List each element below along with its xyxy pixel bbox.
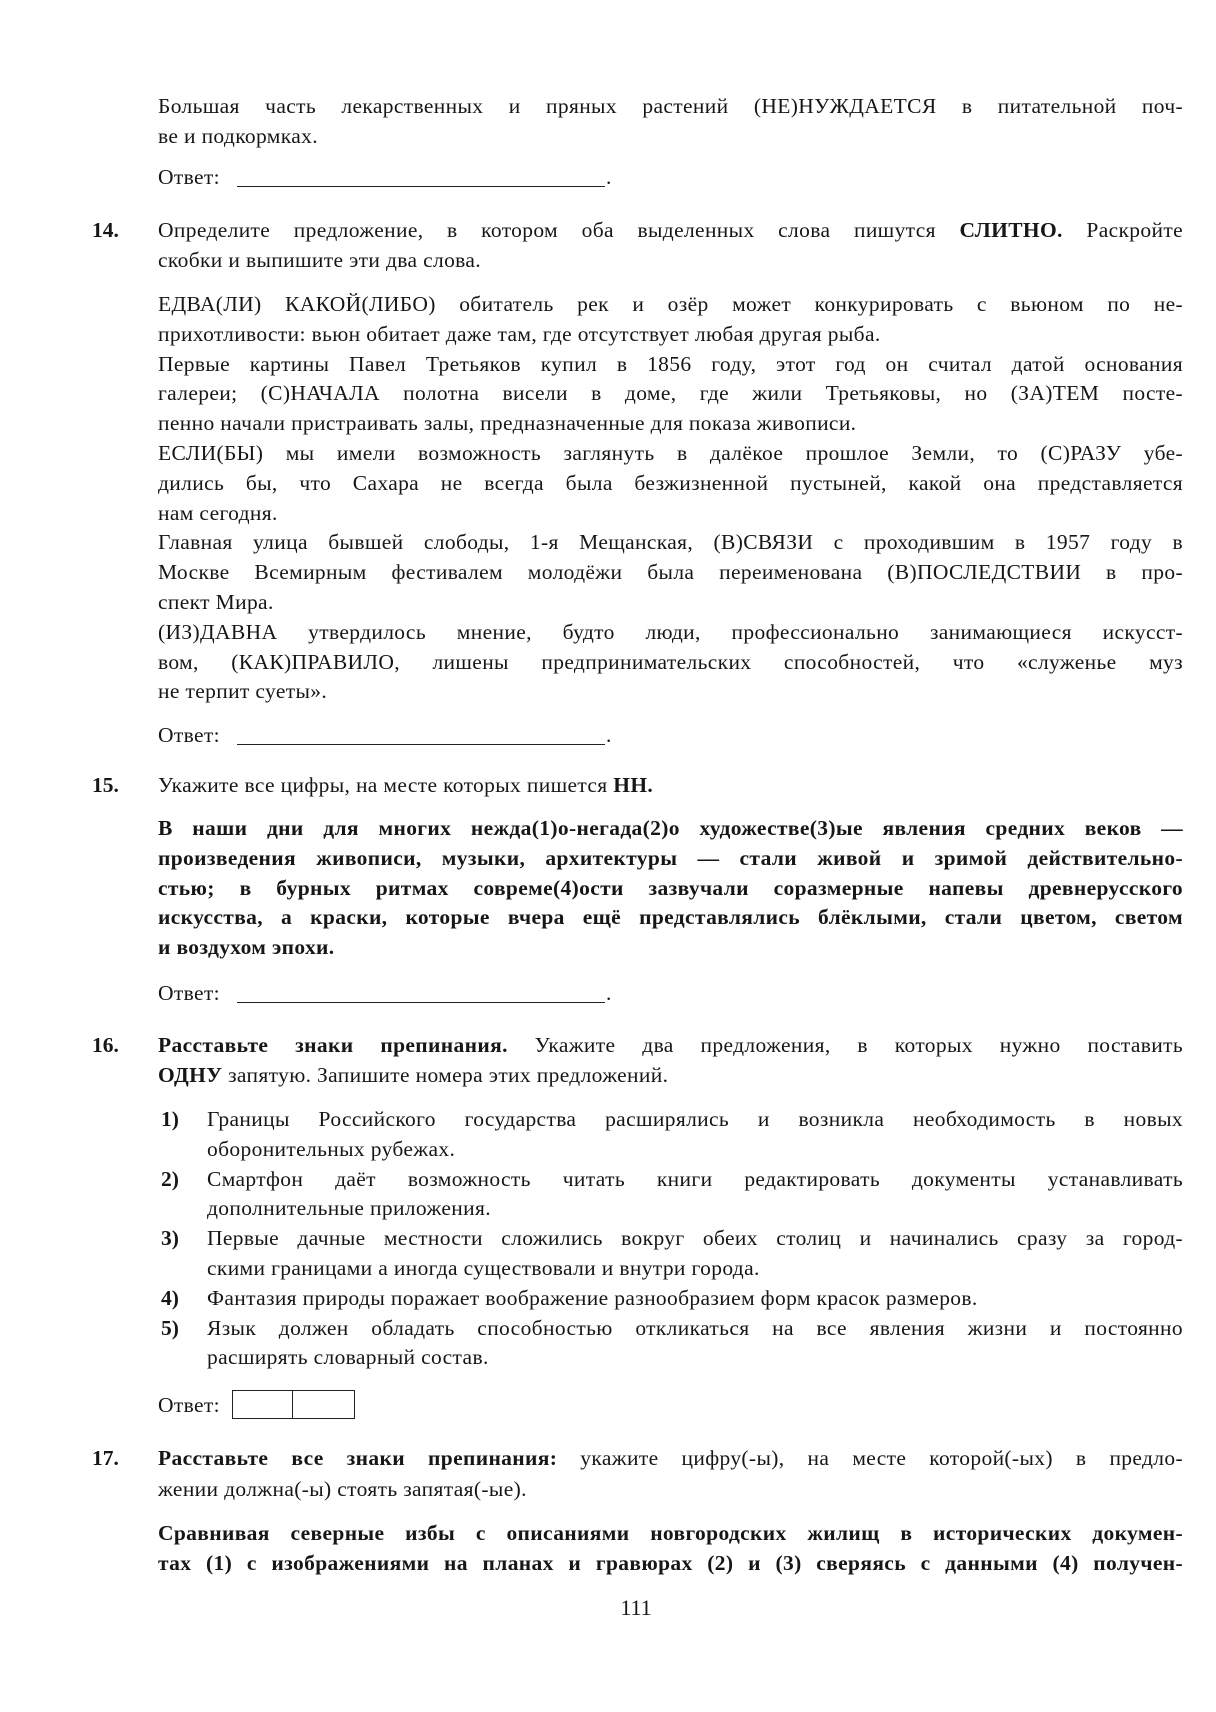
text-segment: Первые картины Павел Третьяков купил в 1856 году, этот год он считал датой основания [158, 351, 1183, 376]
text-segment: Первые дачные местности сложились вокруг обеих столиц и начинались сразу за город- [207, 1226, 1183, 1251]
option-line [207, 1223, 1183, 1253]
text-segment: спект Мира. [158, 590, 274, 614]
bold-text: Расставьте знаки препинания. [158, 1033, 508, 1057]
answer-cell-1[interactable] [233, 1391, 293, 1418]
text-segment: Главная улица бывшей слободы, 1-я Мещанская, (В)СВЯЗИ с проходившим в 1957 году в [158, 530, 1183, 555]
item-marker: 4) [161, 1285, 179, 1310]
answer-label: Ответ: [158, 981, 220, 1005]
text-segment: Фантазия природы поражает воображение разнообразием форм красок размеров. [207, 1285, 978, 1310]
passage-line [158, 813, 1183, 843]
text-segment: Москве Всемирным фестивалем молодёжи была переименована (В)ПОСЛЕДСТВИИ в про- [158, 560, 1183, 585]
bold-text: произведения живописи, музыки, архитектуры — стали живой и зримой действительно- [158, 845, 1183, 870]
text-segment: прихотливости: вьюн обитает даже там, где отсутствует любая другая рыба. [158, 321, 881, 346]
passage-line [158, 617, 1183, 647]
answer-period: . [606, 723, 612, 747]
text-segment: ве и подкормках. [158, 123, 318, 148]
question-number: 17. [92, 1446, 119, 1470]
passage-line [158, 408, 1183, 438]
bold-text: и воздухом эпохи. [158, 935, 335, 960]
text-segment: жении должна(-ы) стоять запятая(-ые). [158, 1477, 527, 1501]
answer-input-line[interactable] [237, 186, 605, 187]
text-segment: Большая часть лекарственных и пряных растений (НЕ)НУЖДАЕТСЯ в питательной поч- [158, 94, 1183, 118]
page-number: 111 [620, 1595, 652, 1620]
text-segment: вом, (КАК)ПРАВИЛО, лишены предпринимательских способностей, что «служенье муз [158, 649, 1183, 674]
text-segment: дополнительные приложения. [207, 1196, 491, 1221]
bold-text: В наши дни для многих нежда(1)о-негада(2)о художестве(3)ые явления средних веков — [158, 816, 1183, 840]
text-segment: укажите цифру(-ы), на месте которой(-ых) в предло- [557, 1446, 1183, 1470]
text-segment: дились бы, что Сахара не всегда была безжизненной пустыней, какой она представляется [158, 470, 1183, 495]
passage-line [158, 468, 1183, 498]
option-line [207, 1134, 1183, 1164]
instruction-line [158, 1030, 1183, 1060]
text-segment: Смартфон даёт возможность читать книги редактировать документы устанавливать [207, 1166, 1183, 1191]
instruction-line [158, 215, 1183, 245]
passage-line [158, 647, 1183, 677]
text-segment: скими границами а иногда существовали и внутри города. [207, 1256, 760, 1280]
answer-input-line[interactable] [237, 744, 605, 745]
item-marker: 2) [161, 1166, 179, 1191]
passage-line [158, 349, 1183, 379]
text-segment: Раскройте [1062, 218, 1183, 242]
text-segment: Укажите два предложения, в которых нужно поставить [507, 1033, 1183, 1057]
passage-line [158, 587, 1183, 617]
answer-cell-2[interactable] [294, 1391, 354, 1418]
text-segment: галереи; (С)НАЧАЛА полотна висели в доме, где жили Третьяковы, но (ЗА)ТЕМ посте- [158, 381, 1183, 406]
question-number: 15. [92, 773, 119, 797]
bold-text: тах (1) с изображениями на планах и гравюрах (2) и (3) сверяясь с данными (4) получен- [158, 1551, 1183, 1575]
answer-period: . [606, 165, 612, 189]
passage-line [158, 438, 1183, 468]
passage-line [158, 932, 1183, 962]
instruction-line [158, 770, 1183, 800]
bold-text: стью; в бурных ритмах совреме(4)ости зазвучали соразмерные напевы древнерусского [158, 875, 1183, 900]
answer-label: Ответ: [158, 165, 220, 189]
bold-text: искусства, а краски, которые вчера ещё представлялись блёклыми, стали цветом, светом [158, 905, 1183, 930]
passage-line [158, 378, 1183, 408]
instruction-line [158, 1060, 1183, 1090]
option-line [207, 1104, 1183, 1134]
question-text-line [158, 121, 1183, 151]
option-line [207, 1313, 1183, 1343]
text-segment: не терпит суеты». [158, 679, 328, 704]
answer-boxes [232, 1390, 355, 1419]
instruction-line [158, 245, 1183, 275]
text-segment: оборонительных рубежах. [207, 1136, 456, 1161]
passage-line [158, 1518, 1183, 1548]
text-segment: запятую. Запишите номера этих предложений. [222, 1063, 669, 1087]
option-line [207, 1342, 1183, 1372]
answer-input-line[interactable] [237, 1002, 605, 1003]
question-text-line [158, 91, 1183, 121]
bold-text: Расставьте все знаки препинания: [158, 1446, 558, 1470]
passage-line [158, 843, 1183, 873]
instruction-line [158, 1443, 1183, 1473]
question-number: 16. [92, 1033, 119, 1057]
bold-text: СЛИТНО. [959, 218, 1063, 242]
passage-line [158, 289, 1183, 319]
text-segment: расширять словарный состав. [207, 1345, 489, 1370]
passage-line [158, 902, 1183, 932]
passage-line [158, 873, 1183, 903]
bold-text: ОДНУ [158, 1063, 223, 1087]
item-marker: 5) [161, 1315, 179, 1340]
text-segment: Границы Российского государства расширялись и возникла необходимость в новых [207, 1107, 1183, 1131]
option-line [207, 1164, 1183, 1194]
question-number: 14. [92, 218, 119, 242]
option-line [207, 1193, 1183, 1223]
passage-line [158, 676, 1183, 706]
text-segment: (ИЗ)ДАВНА утвердилось мнение, будто люди, профессионально занимающиеся искусст- [158, 619, 1183, 644]
text-segment: Язык должен обладать способностью откликаться на все явления жизни и постоянно [207, 1315, 1183, 1340]
passage-line [158, 527, 1183, 557]
option-line [207, 1253, 1183, 1283]
answer-label: Ответ: [158, 1393, 220, 1417]
text-segment: пенно начали пристраивать залы, предназначенные для показа живописи. [158, 411, 857, 436]
passage-line [158, 1548, 1183, 1578]
text-segment: ЕСЛИ(БЫ) мы имели возможность заглянуть в далёкое прошлое Земли, то (С)РАЗУ убе- [158, 441, 1183, 465]
text-segment: Укажите все цифры, на месте которых пишется [158, 773, 614, 797]
answer-label: Ответ: [158, 723, 220, 747]
passage-line [158, 557, 1183, 587]
passage-line [158, 498, 1183, 528]
item-marker: 3) [161, 1226, 179, 1251]
instruction-line [158, 1474, 1183, 1504]
text-segment: нам сегодня. [158, 500, 278, 525]
passage-line [158, 319, 1183, 349]
bold-text: Сравнивая северные избы с описаниями новгородских жилищ в исторических докумен- [158, 1521, 1183, 1545]
bold-text: НН. [613, 773, 654, 797]
option-line [207, 1283, 1183, 1313]
answer-period: . [606, 981, 612, 1005]
text-segment: Определите предложение, в котором оба выделенных слова пишутся [158, 218, 960, 242]
item-marker: 1) [161, 1107, 179, 1131]
text-segment: скобки и выпишите эти два слова. [158, 247, 482, 272]
text-segment: ЕДВА(ЛИ) КАКОЙ(ЛИБО) обитатель рек и озёр может конкурировать с вьюном по не- [158, 292, 1183, 316]
